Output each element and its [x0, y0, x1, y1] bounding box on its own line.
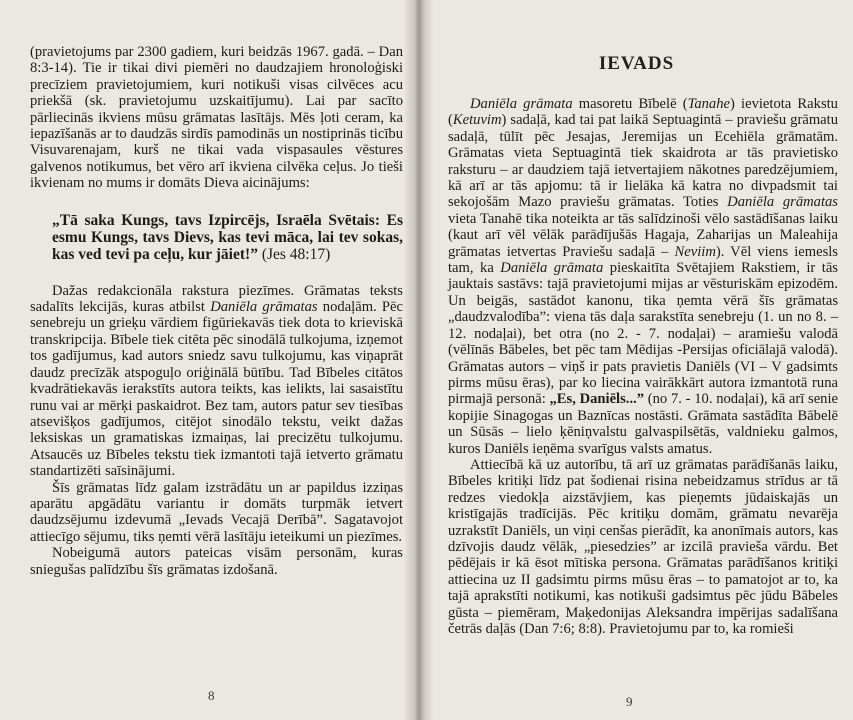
right-paragraph-1-part-c: ) sadaļā, kad tai pat laikā Septuagintā – praviešu grāmatu sadaļā, tūlīt pēc Jesajas, Jeremijas un Ecehiēla grāmatām. Grāmatas vieta Septuagintā tiek skaidrota ar tās pravietisko raksturu – ar daudziem tajā ietvertajiem nākotnes paredzējumiem, kā arī ar tās apjomu: tā ir lielāka kā katra no divpadsmit tai sekojošām Mazo praviešu grāmatas. Toties — [448, 112, 838, 211]
term-neviim: Neviim — [674, 243, 716, 260]
left-paragraph-2-part-c: nodaļām. Pēc senebreju un grieķu vārdiem figūriekavās tiek dota to krieviskā transkripcija. Bībele tiek citēta pēc sinodālā tulkojuma, izņemot tos gadījumus, kad autors sniedz savu tulkojumu, kas viņaprāt daudz precīzāk atspoguļo oriģinālā būtību. Tad Bībeles citātos kvadrātiekavās ierakstīts autora teikts, kas ielikts, lai sasaistītu runu vai ar mērķi paskaidrot. Bez tam, autors patur sev tiesības atsevišķos gadījumos, citējot sinodālo tekstu, veikt dažas leksiskas un gramatiskas izmaiņas, lai precizētu tulkojumu. Atsaucēs uz Bībeles tekstu tiek izmantoti tajā ietverto grāmatu standartizēti saīsinājumi. — [30, 299, 403, 480]
book-title-italic: Daniēla grāmata — [470, 96, 573, 112]
term-ketuvim: Ketuvim — [452, 112, 502, 129]
bible-quote-reference: (Jes 48:17) — [261, 245, 331, 263]
book-title-italic: Daniēla grāmatas — [727, 194, 838, 211]
left-page — [0, 0, 420, 720]
bible-quote — [30, 212, 403, 263]
page-number-left: 8 — [208, 688, 215, 703]
left-paragraph-2-part-a: Dažas redakcionāla rakstura piezīmes. Grāmatas teksts sadalīts lekcijās, kuras atbilst — [30, 282, 403, 316]
right-paragraph-2: Attiecībā kā uz autorību, tā arī uz grāmatas parādīšanās laiku, Bībeles kritiķi līdz pat šodienai risina nebeidzamus strīdus ar tā redzes viedokļa aizstāvjiem, kas pieņemts jūdaiskajās un kristīgajās tradīcijās. Pēc kritiķu domām, grāmatu nevarēja uzrakstīt Daniēls, un viņi cenšas pierādīt, ka anonīmais autors, kas dzīvojis daudz vēlāk, „piesedzies” ar izcilā pravieša vārdu. Bet pēdējais ir kā ēsot mītiska persona. Grāmatas parādīšanos kritiķi attiecina uz II gadsimtu pirms mūsu ēras – to pamatojot ar to, ka tajā aprakstīti notikumi, kas notikuši gadsimtus pēc jūdu Bābeles gūsta – piemēram, Maķedonijas Aleksandra impērijas sadalīšana četrās daļās (Dan 7:6; 8:8). Pravietojumu par to, ka romieši — [448, 456, 838, 637]
right-paragraph-1-part-a: masoretu Bībelē ( — [572, 96, 688, 112]
right-paragraph-1-part-b: ) ievietota Rakstu ( — [448, 96, 838, 129]
term-tanahe: Tanahe — [687, 96, 731, 112]
book-title-italic: Daniēla grāmatas — [210, 299, 318, 316]
page-number-right: 9 — [626, 694, 633, 709]
right-paragraph-1 — [448, 96, 838, 457]
left-paragraph-3: Šīs grāmatas līdz galam izstrādātu un ar papildus izziņas aparātu apgādātu variantu ir domāts turpmāk ietvert daudzsējumu izdevumā „Ievads Vecajā Derībā”. Sagatavojot attiecīgo sējumu, tiks ņemti vērā lasītāju ieteikumi un piezīmes. — [30, 479, 403, 545]
book-title-italic: Daniēla grāmata — [500, 260, 604, 277]
right-paragraph-1-part-e: ). Vēl viens iemesls tam, ka — [448, 243, 838, 277]
right-page — [420, 0, 853, 720]
left-text-column — [30, 44, 403, 578]
right-text-column — [448, 96, 838, 637]
chapter-heading: IEVADS — [598, 53, 675, 74]
right-paragraph-1-part-g: (no 7. - 10. nodaļai), kā arī senie kopijie Sinagogas un Baznīcas nostāsti. Grāmata sastādīta Bābelē un Sūsās – lielo ķēniņvalstu galvaspilsētās, valdnieku galmos, kuros Daniēls ieņēma svarīgus valsts amatus. — [448, 391, 839, 457]
right-paragraph-1-part-f: pieskaitīta Svētajiem Rakstiem, ir tās jauktais sastāvs: tajā pravietojumi mijas ar vēsturiskām epizodēm. Un beigās, sastādot kanonu, tika ņemta vērā šīs grāmatas „daudzvalodība”: viena tās daļa sarakstīta senebreju (1. un no 8. – 12. nodaļai), bet otra (no 2. - 7. nodaļai) – aramiešu valodā (vēlīnās Bābeles, bet pēc tam Mēdijas -Persijas oficiālajā valodā). Grāmatas autors – viņš ir pats pravietis Daniēls (VI – V gadsimts pirms mūsu ēras), par ko liecina vairākkārt autora izmantotā runa pirmajā personā: — [448, 260, 838, 408]
left-paragraph-1: (pravietojums par 2300 gadiem, kuri beidzās 1967. gadā. – Dan 8:3-14). Tie ir tikai divi piemēri no daudzajiem hronoloģiski precīziem pravietojumiem, kuri notikuši visas cilvēces acu priekšā (sk. pravietojumu uzskaitījumu). Lai par sacīto pārliecinās ikviens mūsu grāmatas lasītājs. Mēs ļoti ceram, ka iepazīšanās ar to daudzās sirdīs pamodinās un nostiprinās ticību Visuvarenajam, kurš ne tikai vada vispasaules vēstures galvenos notikumus, bet vēro arī ikviena cilvēka ceļus. Jo tieši ikvienam no mums ir domāts Dieva aicinājums: — [30, 44, 403, 192]
right-paragraph-1-part-d: vieta Tanahē tika noteikta ar tās salīdzinoši vēlo sastādīšanas laiku (kaut arī vēl vēlāk parādījušās Hagaja, Zaharijas un Maleahija grāmatas ietvertas Praviešu sadaļā – — [448, 210, 838, 260]
left-paragraph-2 — [30, 283, 403, 480]
daniel-quote: „Es, Daniēls...” — [549, 391, 645, 408]
bible-quote-text: „Tā saka Kungs, tavs Izpircējs, Israēla Svētais: Es esmu Kungs, tavs Dievs, kas tevi māca, lai tev sokas, kas ved tevi pa ceļu, kur jāiet!” — [52, 211, 403, 263]
left-paragraph-4: Nobeigumā autors pateicas visām personām, kuras sniegušas palīdzību šīs grāmatas izdošanā. — [30, 545, 403, 578]
